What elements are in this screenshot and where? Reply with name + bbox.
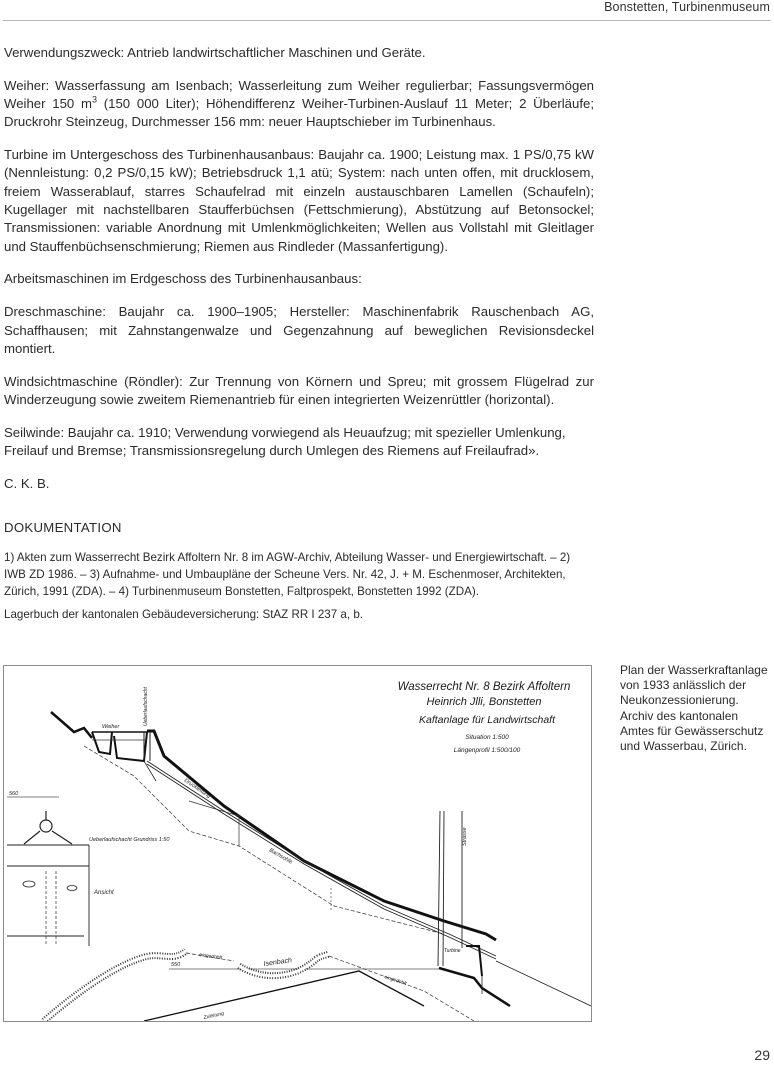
plan-scale-profile: Längenprofil 1:500/100	[453, 747, 521, 754]
article-body	[4, 44, 594, 629]
level-550-label: 550	[171, 962, 181, 968]
documentation-ledger: Lagerbuch der kantonalen Gebäudeversicherung: StAZ RR I 237 a, b.	[4, 608, 363, 622]
author-initials: C. K. B.	[4, 475, 50, 491]
documentation-heading: DOKUMENTATION	[4, 520, 122, 536]
paragraph-machines-intro: Arbeitsmaschinen im Erdgeschoss des Turbinenhausanbaus:	[4, 271, 362, 287]
paragraph-thresher: Dreschmaschine: Baujahr ca. 1900–1905; Hersteller: Maschinenfabrik Rauschenbach AG, Schaffhausen; mit Zahnstangenwalze und Gegenzahnung auf beweglichen Revisionsdeckel montiert.	[4, 304, 594, 356]
pond-text-2: (150 000 Liter); Höhendifferenz Weiher-Turbinen-Auslauf 11 Meter; 2 Überläufe; Druckrohr Steinzeug, Durchmesser 156 mm: neuer Hauptschieber im Turbinenhaus.	[4, 96, 594, 130]
eingedohlt-label-1: eingedohlt	[198, 952, 223, 962]
zuleitung-label: Zuleitung	[203, 1010, 225, 1021]
plan-title-2: Heinrich Jlli, Bonstetten	[426, 696, 542, 708]
paragraph-winnower: Windsichtmaschine (Röndler): Zur Trennung von Körnern und Spreu; mit grossem Flügelrad zur Winderzeugung sowie zweitem Riemenantrieb für einen integrierten Weizenrüttler (horizontal).	[4, 373, 594, 407]
ansicht-label: Ansicht	[94, 890, 114, 896]
water-power-plan-figure	[3, 665, 592, 1022]
plan-title-1: Wasserrecht Nr. 8 Bezirk Affoltern	[397, 681, 571, 693]
documentation-references: 1) Akten zum Wasserrecht Bezirk Affoltern Nr. 8 im AGW-Archiv, Abteilung Wasser- und Energiewirtschaft. – 2) IWB ZD 1986. – 3) Aufnahme- und Umbaupläne der Scheune Vers. Nr. 42, J. + M. Eschenmoser, Architekten, Zürich, 1991 (ZDA). – 4) Turbinenmuseum Bonstetten, Faltprospekt, Bonstetten 1992 (ZDA).	[4, 551, 571, 599]
pond-text-1: Weiher: Wasserfassung am Isenbach; Wasserleitung zum Weiher regulierbar; Fassungsvermögen Weiher 150 m	[4, 77, 594, 112]
plan-scale-situation: Situation 1:500	[465, 734, 509, 741]
isenbach-label: Isenbach	[263, 957, 293, 968]
header-rule	[3, 20, 771, 21]
plan-title-3: Kaftanlage für Landwirtschaft	[419, 714, 555, 726]
running-head: Bonstetten, Turbinenmuseum	[604, 0, 770, 14]
turbine-label: Turbine	[444, 948, 461, 954]
ueberlaufschacht-plan-label: Ueberlaufschacht Grundriss 1:50	[89, 837, 170, 843]
paragraph-winch: Seilwinde: Baujahr ca. 1910; Verwendung vorwiegend als Heuaufzug; mit spezieller Umlenkung, Freilauf und Bremse; Transmissionsregelung durch Umlegen des Riemens auf Freilaufrad».	[4, 424, 566, 459]
paragraph-pond	[4, 77, 594, 132]
druckleitung-label: Druckleitung	[182, 777, 212, 800]
strasse-label: Strasse	[462, 827, 468, 846]
bachsohle-label: Bachsohle	[268, 847, 294, 866]
page-number: 29	[754, 1047, 770, 1063]
figure-caption: Plan der Wasserkraftanlage von 1933 anlässlich der Neukonzessionierung. Archiv des kantonalen Amtes für Gewässerschutz und Wasserbau, Zürich.	[620, 663, 768, 754]
eingedohlt-label-2: eingedohlt	[383, 974, 408, 988]
plan-drawing	[4, 666, 591, 1021]
paragraph-purpose: Verwendungszweck: Antrieb landwirtschaftlicher Maschinen und Geräte.	[4, 45, 426, 60]
pond-superscript: 3	[91, 94, 97, 105]
paragraph-turbine: Turbine im Untergeschoss des Turbinenhausanbaus: Baujahr ca. 1900; Leistung max. 1 PS/0,75 kW (Nennleistung: 0,2 PS/0,15 kW); Betriebsdruck 1,1 atü; System: nach unten offen, mit drucklosem, freiem Wasserablauf, starres Schaufelrad mit einzeln austauschbaren Lamellen (Schaufeln); Kugellager mit nachstellbaren Staufferbüchsen (Fettschmierung), Abstützung auf Betonsockel; Transmissionen: variable Anordnung mit Umlenkmöglichkeiten; Wellen aus Vollstahl mit Gleitlager und Stauffenbüchsenschmierung; Riemen aus Rindleder (Massanfertigung).	[4, 147, 594, 254]
ueberlaufschacht-label: Ueberlaufschacht	[143, 687, 149, 726]
weiher-label: Weiher	[102, 724, 120, 730]
level-560-label: 560	[9, 791, 19, 797]
